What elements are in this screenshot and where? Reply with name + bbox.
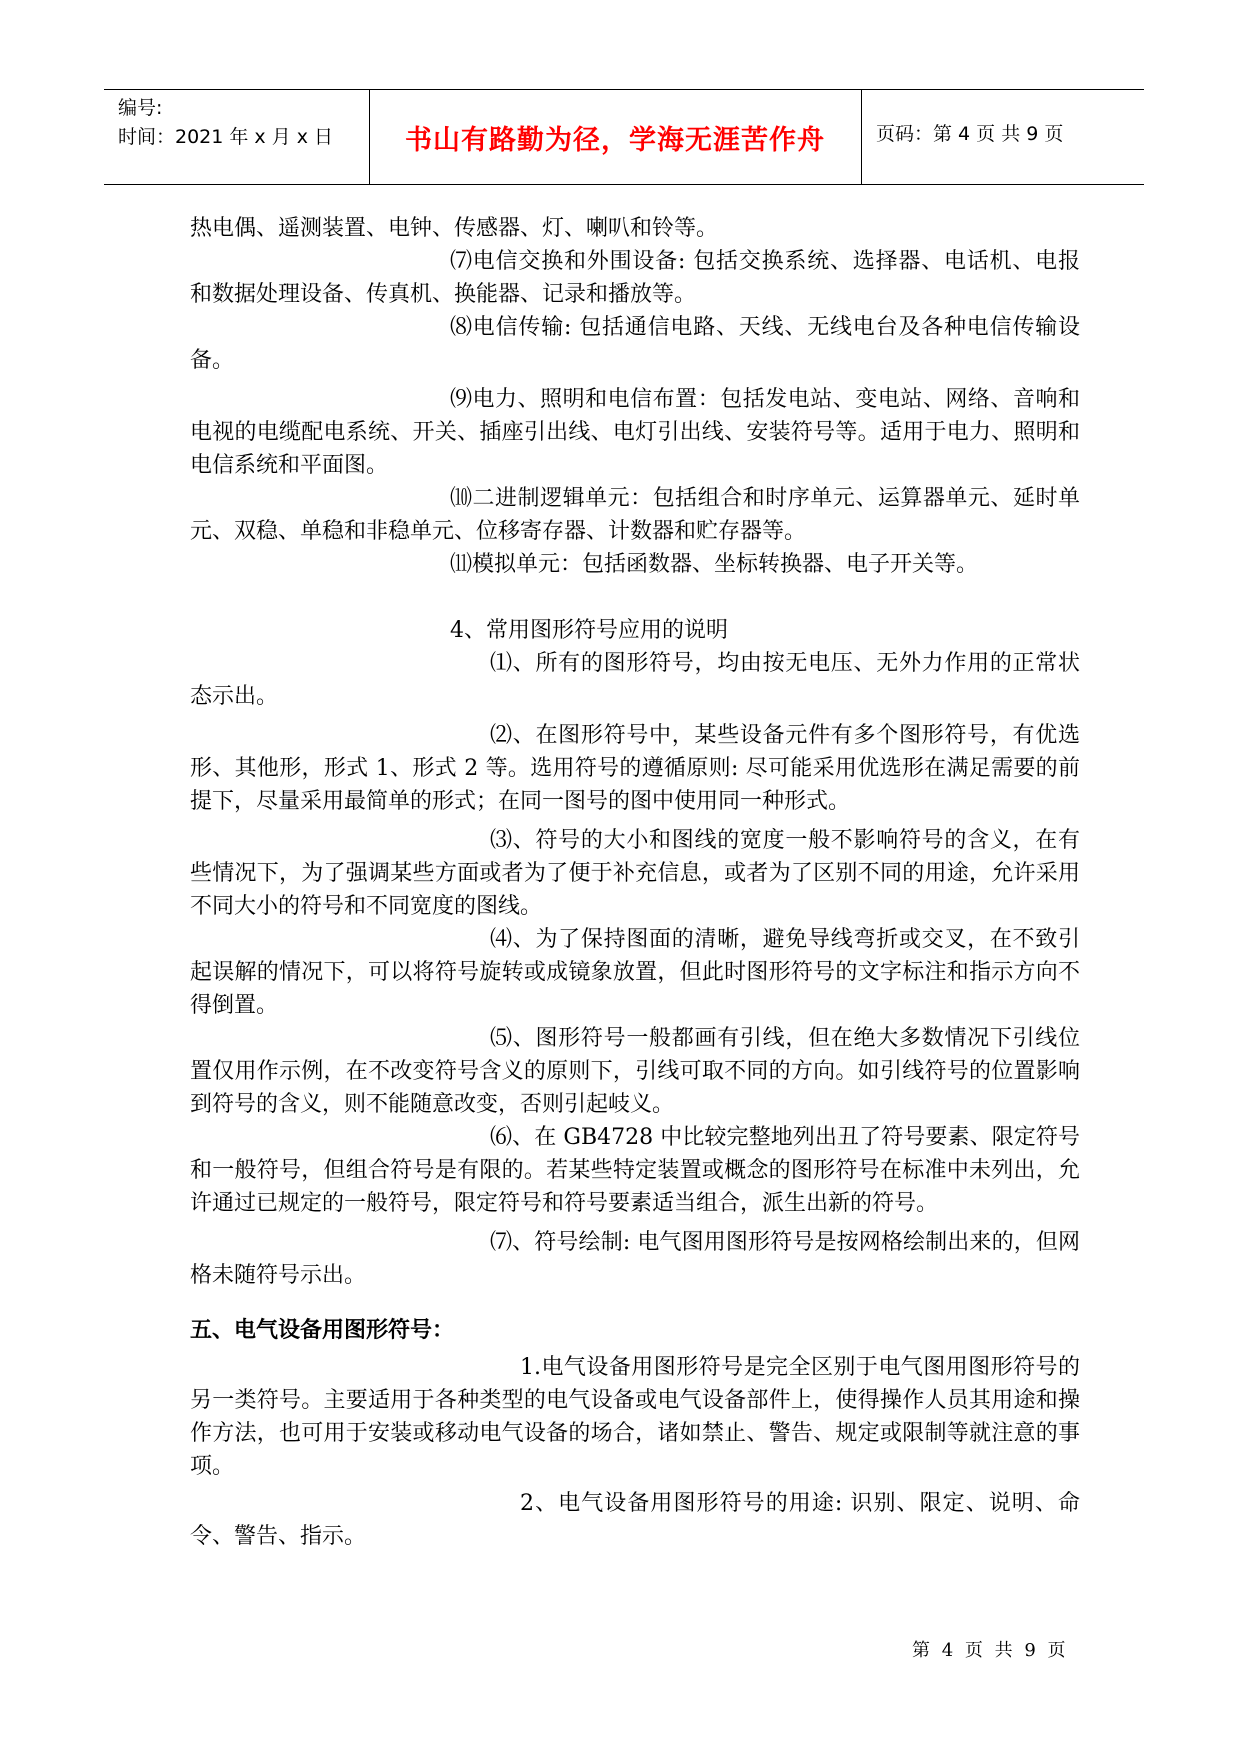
paragraph: 1.电气设备用图形符号是完全区别于电气图用图形符号的另一类符号。主要适用于各种类型的电气设备或电气设备部件上，使得操作人员其用途和操作方法，也可用于安装或移动电气设备的场合，诸如禁止、警告、规定或限制等就注意的事项。 (190, 1355, 1080, 1479)
paragraph: ⑺、符号绘制: 电气图用图形符号是按网格绘制出来的，但网格未随符号示出。 (190, 1230, 1080, 1288)
paragraph: ⑻电信传输: 包括通信电路、天线、无线电台及各种电信传输设备。 (190, 315, 1080, 373)
paragraph: ⑵、在图形符号中，某些设备元件有多个图形符号，有优选形、其他形，形式 1、形式 2 等。选用符号的遵循原则: 尽可能采用优选形在满足需要的前提下，尽量采用最简单的形式；在同一图号的图中使用同一种形式。 (190, 723, 1080, 814)
paragraph: ⑺电信交换和外围设备: 包括交换系统、选择器、电话机、电报和数据处理设备、传真机、换能器、记录和播放等。 (190, 249, 1080, 307)
paragraph: ⑶、符号的大小和图线的宽度一般不影响符号的含义，在有些情况下，为了强调某些方面或者为了便于补充信息，或者为了区别不同的用途，允许采用不同大小的符号和不同宽度的图线。 (190, 828, 1080, 919)
paragraph: ⑸、图形符号一般都画有引线，但在绝大多数情况下引线位置仅用作示例，在不改变符号含义的原则下，引线可取不同的方向。如引线符号的位置影响到符号的含义，则不能随意改变，否则引起岐义。 (190, 1026, 1080, 1117)
subheading: 4、常用图形符号应用的说明 (450, 618, 728, 643)
paragraph: ⑷、为了保持图面的清晰，避免导线弯折或交叉，在不致引起误解的情况下，可以将符号旋转或成镜象放置，但此时图形符号的文字标注和指示方向不得倒置。 (190, 927, 1080, 1018)
paragraph: 热电偶、遥测装置、电钟、传感器、灯、喇叭和铃等。 (190, 216, 719, 241)
paragraph: ⑾模拟单元：包括函数器、坐标转换器、电子开关等。 (450, 552, 979, 577)
paragraph: ⑽二进制逻辑单元：包括组合和时序单元、运算器单元、延时单元、双稳、单稳和非稳单元、位移寄存器、计数器和贮存器等。 (190, 486, 1080, 544)
paragraph: ⑼电力、照明和电信布置：包括发电站、变电站、网络、音响和电视的电缆配电系统、开关、插座引出线、电灯引出线、安装符号等。适用于电力、照明和电信系统和平面图。 (190, 387, 1080, 478)
header-table (104, 89, 1144, 185)
header-meta (118, 94, 368, 152)
paragraph: ⑹、在 GB4728 中比较完整地列出丑了符号要素、限定符号和一般符号，但组合符号是有限的。若某些特定装置或概念的图形符号在标准中未列出，允许通过已规定的一般符号，限定符号和符号要素适当组合，派生出新的符号。 (190, 1125, 1080, 1216)
document-body (190, 212, 1080, 1553)
time-label: 时间：2021 年 x 月 x 日 (118, 126, 334, 148)
section-heading: 五、电气设备用图形符号： (190, 1318, 455, 1343)
header-divider-right (861, 90, 862, 184)
footer-page-number: 第 4 页 共 9 页 (912, 1640, 1069, 1661)
paragraph: 2、电气设备用图形符号的用途: 识别、限定、说明、命令、警告、指示。 (190, 1491, 1080, 1549)
header-motto: 书山有路勤为径，学海无涯苦作舟 (405, 124, 825, 156)
number-label: 编号: (118, 97, 163, 119)
paragraph: ⑴、所有的图形符号，均由按无电压、无外力作用的正常状态示出。 (190, 651, 1080, 709)
header-page-label: 页码：第 4 页 共 9 页 (876, 123, 1064, 145)
